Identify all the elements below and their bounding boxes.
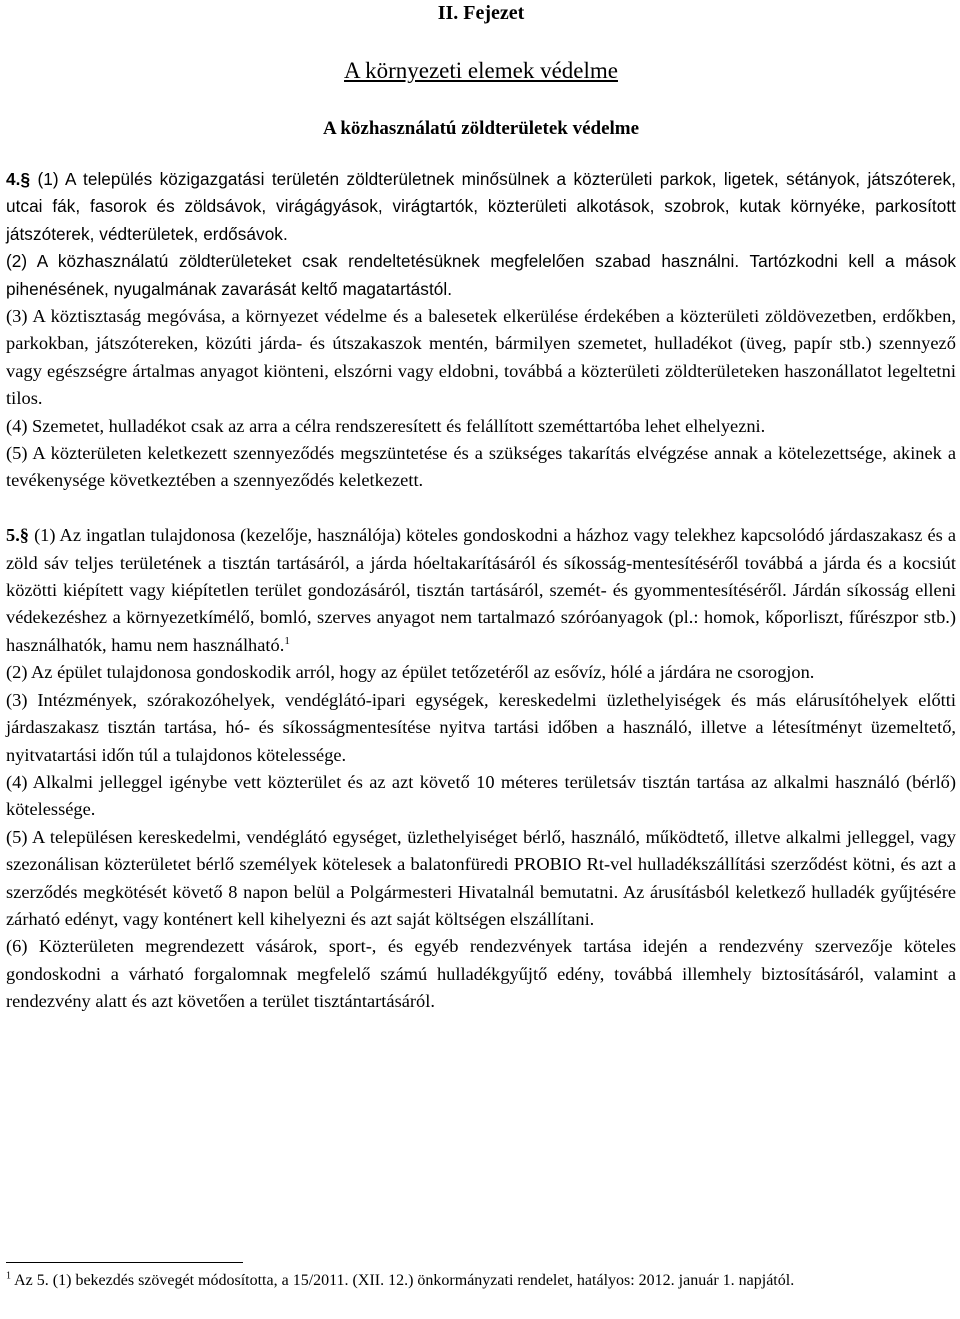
section-5-paragraph-4: (4) Alkalmi jelleggel igénybe vett közterület és az azt követő 10 méteres területsáv tisztán tartása az alkalmi használó (bérlő) kötelessége. [6, 771, 956, 820]
section-5-paragraph-1: 5.§ (1) Az ingatlan tulajdonosa (kezelője, használója) köteles gondoskodni a házhoz vagy telekhez kapcsolódó járdaszakasz és a zöld sáv teljes területének a tisztán tartásáról, a járda hóeltakarításáról és síkosság-mentesítéséről továbbá a járda és a kocsiút közötti kiépített vagy kiépítetlen terület gondozásáról, tisztán tartásáról, szemét- és gyommentesítéséről. Járdán síkosság elleni védekezéshez a környezetkímélő, bomló, szerves anyagot nem tartalmazó szóróanyagok (pl.: homok, kőporliszt, fűrészpor stb.) használhatók, hamu nem használható.$^1$ [6, 525, 956, 655]
chapter-title: A környezeti elemek védelme [344, 58, 618, 83]
section-4-number: 4.§ [6, 169, 31, 189]
footnote-text: Az 5. (1) bekezdés szövegét módosította, a 15/2011. (XII. 12.) önkormányzati rendelet, hatályos: 2012. január 1. napjától. [14, 1272, 795, 1289]
section-4-paragraph-3: (3) A köztisztaság megóvása, a környezet védelme és a balesetek elkerülése érdekében a közterületi zöldövezetben, erdőkben, parkokban, játszótereken, közúti járda- és útszakaszok mentén, bármilyen szemetet, hulladékot (üveg, papír stb.) szennyező vagy egészségre ártalmas anyagot kiönteni, elszórni vagy eldobni, továbbá a közterületi zöldterületeken haszonállatot legeltetni tilos. [6, 306, 956, 409]
footnote-marker: 1 [6, 1270, 11, 1282]
section-5-paragraph-3: (3) Intézmények, szórakozóhelyek, vendéglátó-ipari egységek, kereskedelmi üzlethelyiségek és más elárusítóhelyek előtti járdaszakasz tisztán tartása, hó- és síkosságmentesítése nyitva tartási időben a használó, illetve a létesítményt üzemeltető, nyitvatartási időn túl a tulajdonos kötelessége. [6, 689, 956, 765]
section-5-paragraph-2: (2) Az épület tulajdonosa gondoskodik arról, hogy az épület tetőzetéről az esővíz, hólé a járdára ne csorogjon. [6, 662, 815, 683]
document-body [6, 166, 956, 1016]
section-5-paragraph-5: (5) A településen kereskedelmi, vendéglátó egységet, üzlethelyiséget bérlő, használó, működtető, illetve alkalmi jelleggel, vagy szezonálisan közterületet bérlő személyek kötelesek a balatonfüredi PROBIO Rt-vel hulladékszállítási szerződést kötni, és azt a szerződés megkötését követő 8 napon belül a Polgármesteri Hivatalnál bemutatni. Az árusításból keletkező hulladék gyűjtésére zárható edényt, vagy konténert kell kihelyezni és azt saját költségen elszállítani. [6, 826, 956, 929]
footnote [6, 1270, 946, 1292]
section-5-number: 5.§ [6, 525, 29, 546]
section-4-paragraph-5: (5) A közterületen keletkezett szennyeződés megszüntetése és a szükséges takarítás elvégzése annak a kötelezettsége, akinek a tevékenysége következtében a szennyeződés keletkezett. [6, 443, 956, 491]
section-4-paragraph-4: (4) Szemetet, hulladékot csak az arra a célra rendszeresített és felállított szeméttartóba lehet elhelyezni. [6, 415, 766, 436]
footnote-divider [6, 1262, 243, 1263]
footnote-reference: 1 [284, 634, 290, 647]
chapter-heading: II. Fejezet [437, 2, 525, 24]
section-5-paragraph-6: (6) Közterületen megrendezett vásárok, sport-, és egyéb rendezvények tartása idején a rendezvény szervezője köteles gondoskodni a várható forgalomnak megfelelő számú hulladékgyűjtő edény, továbbá illemhely biztosításáról, valamint a rendezvény alatt és azt követően a terület tisztántartásáról. [6, 936, 956, 1012]
section-4 [6, 166, 956, 413]
section-subtitle: A közhasználatú zöldterületek védelme [322, 118, 640, 139]
section-4-paragraph-2: (2) A közhasználatú zöldterületeket csak rendeltetésüknek megfelelően szabad használni. Tartózkodni kell a mások pihenésének, nyugalmának zavarását keltő magatartástól. [6, 251, 956, 299]
section-4-paragraph-1: 4.§ (1) A település közigazgatási területén zöldterületnek minősülnek a közterületi parkok, ligetek, sétányok, játszóterek, utcai fák, fasorok és zöldsávok, virágágyások, virágtartók, közterületi alkotások, szobrok, kutak környéke, parkosított játszóterek, védterületek, erdősávok. [6, 169, 957, 244]
